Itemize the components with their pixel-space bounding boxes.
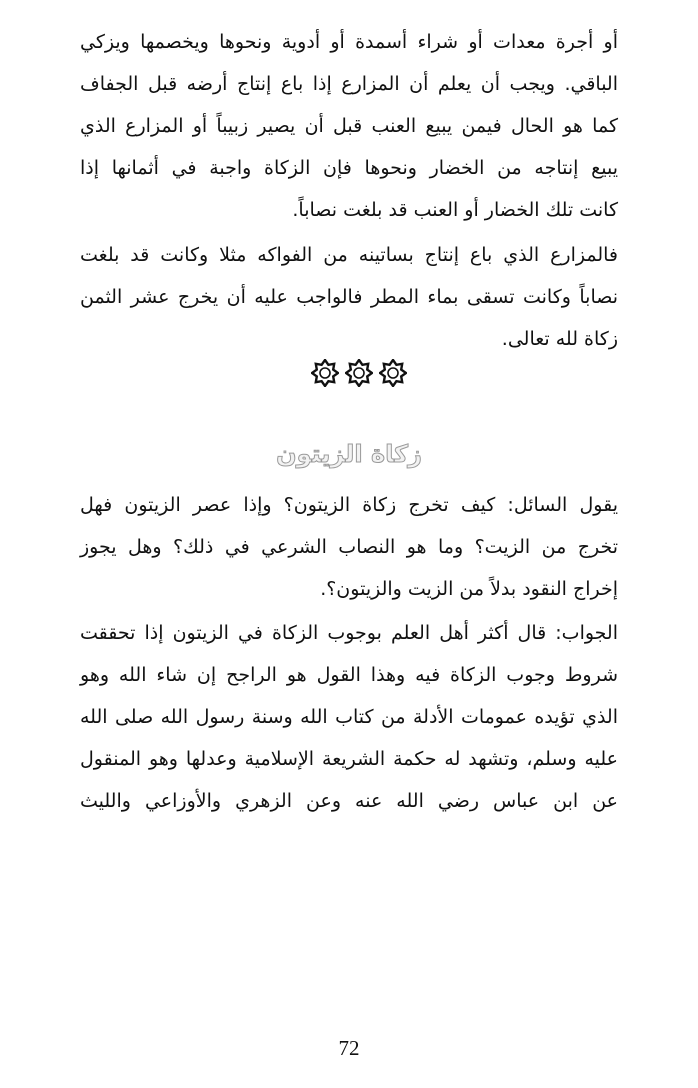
- text-line: كما هو الحال فيمن يبيع العنب قبل أن يصير زبيباً أو المزارع الذي: [80, 115, 618, 137]
- text-line: نصاباً وكانت تسقى بماء المطر فالواجب عليه أن يخرج عشر الثمن: [80, 286, 618, 308]
- text-line: شروط وجوب الزكاة فيه وهذا القول هو الراجح إن شاء الله وهو: [80, 664, 618, 686]
- star-ornament-icon: [379, 359, 407, 387]
- text-line: زكاة لله تعالى.: [501, 328, 618, 350]
- text-line: يقول السائل: كيف تخرج زكاة الزيتون؟ وإذا عصر الزيتون فهل: [80, 494, 618, 516]
- answer-paragraph: [80, 612, 618, 822]
- page-number: 72: [338, 1036, 360, 1060]
- text-line: الباقي. ويجب أن يعلم أن المزارع إذا باع إنتاج أرضه قبل الجفاف: [80, 73, 618, 95]
- paragraph-zakat-sold-crops: [80, 21, 618, 231]
- text-line: كانت تلك الخضار أو العنب قد بلغت نصاباً.: [292, 199, 618, 221]
- section-heading: زكاة الزيتون: [276, 440, 422, 468]
- text-line: تخرج من الزيت؟ وما هو النصاب الشرعي في ذلك؟ وهل يجوز: [80, 536, 618, 558]
- section-divider-ornament: [311, 359, 407, 387]
- star-ornament-icon: [345, 359, 373, 387]
- text-line: الذي تؤيده عمومات الأدلة من كتاب الله وسنة رسول الله صلى الله: [80, 706, 618, 728]
- text-line: عليه وسلم، وتشهد له حكمة الشريعة الإسلامية وعدلها وهو المنقول: [80, 748, 618, 770]
- star-ornament-icon: [311, 359, 339, 387]
- text-line: فالمزارع الذي باع إنتاج بساتينه من الفواكه مثلا وكانت قد بلغت: [80, 244, 618, 266]
- text-line: الجواب: قال أكثر أهل العلم بوجوب الزكاة في الزيتون إذا تحققت: [80, 622, 618, 644]
- text-line: إخراج النقود بدلاً من الزيت والزيتون؟.: [320, 578, 618, 600]
- text-line: عن ابن عباس رضي الله عنه وعن الزهري والأوزاعي والليث: [80, 790, 618, 812]
- paragraph-orchard-fruits: [80, 234, 618, 360]
- question-paragraph: [80, 484, 618, 610]
- text-line: يبيع إنتاجه من الخضار ونحوها فإن الزكاة واجبة في أثمانها إذا: [80, 157, 618, 179]
- text-line: أو أجرة معدات أو شراء أسمدة أو أدوية ونحوها ويخصمها ويزكي: [80, 31, 618, 53]
